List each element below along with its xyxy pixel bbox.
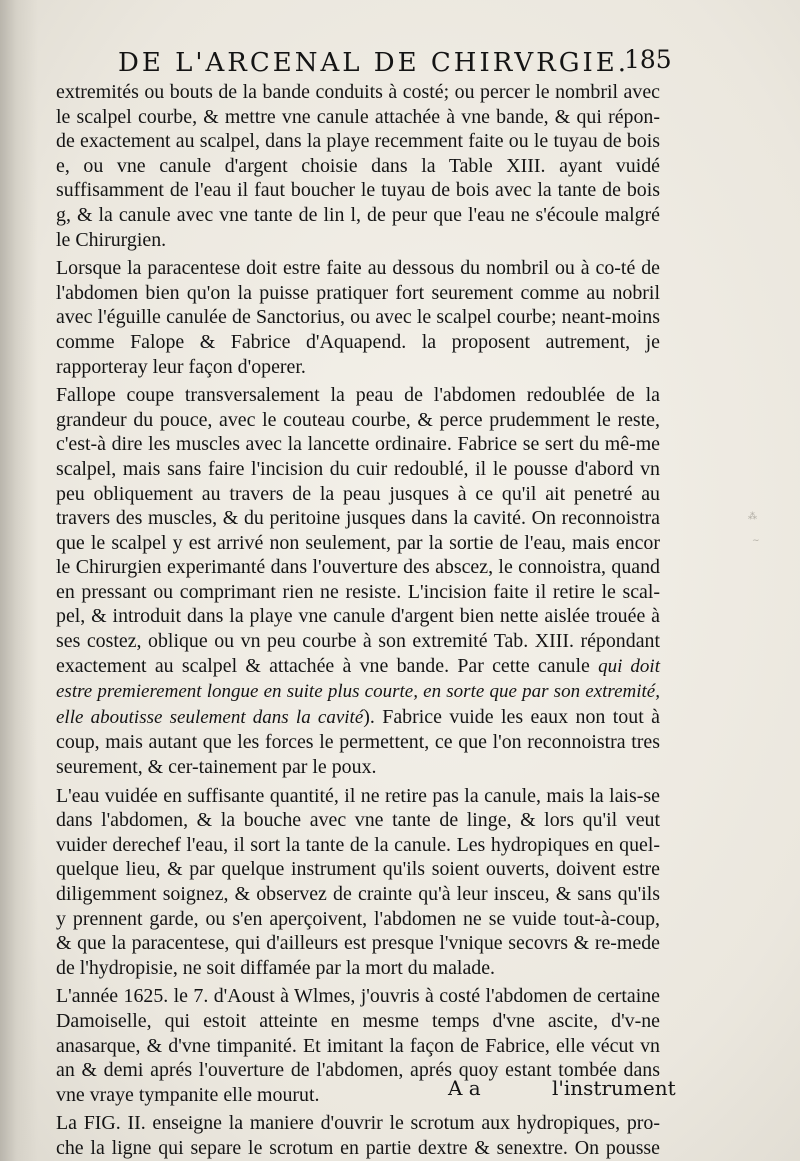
paragraph: L'eau vuidée en suffisante quantité, il ne retire pas la canule, mais la lais-se dans l'abdomen, & la bouche avec vne tante de linge, & lors qu'il veut vuider derechef l'eau, il sort la tante de la canule. Les hydropiques en quel-quelque lieu, & par quelque instrument qu'ils soient ouverts, doivent estre diligemment soignez, & observez de crainte qu'à leur insceu, & sans qu'ils y prennent garde, ou s'en aperçoivent, l'abdomen ne se vuide tout-à-coup, & que la paracentese, qui d'ailleurs est presque l'vnique secovrs & re-mede de l'hydropisie, ne soit diffamée par la mort du malade.	[56, 784, 660, 979]
gutter-shadow	[0, 0, 38, 1161]
bleed-through-mark: ∼	[752, 536, 760, 546]
paragraph-text: ). Fabrice vuide les eaux non tout à coup, mais autant que les forces le permettent, ce que l'on reconnoistra tres seurement, & cer-tainement par le poux.	[56, 705, 660, 779]
bleed-through-mark: ⁂	[748, 512, 757, 522]
body-text	[56, 80, 660, 1161]
signature-mark: A a	[448, 1076, 481, 1100]
paragraph: extremités ou bouts de la bande conduits à costé; ou percer le nombril avec le scalpel courbe, & mettre vne canule attachée à vne bande, & qui répon-de exactement au scalpel, dans la playe recemment faite ou le tuyau de bois e, ou vne canule d'argent choisie dans la Table XIII. ayant vuidé suffisamment de l'eau il faut boucher le tuyau de bois avec la tante de bois g, & la canule avec vne tante de lin l, de peur que l'eau ne s'écoule malgré le Chirurgien.	[56, 81, 660, 251]
page-number: 185	[624, 45, 672, 74]
paragraph: L'année 1625. le 7. d'Aoust à Wlmes, j'ouvris à costé l'abdomen de certaine Damoiselle, qui estoit atteinte en mesme temps d'vne ascite, d'v-ne anasarque, & d'vne timpanité. Et imitant la façon de Fabrice, elle vécut vn an & demi aprés l'ouverture de l'abdomen, aprés quoy estant tombée dans vne vraye tympanite elle mourut.	[56, 985, 660, 1106]
paragraph	[56, 383, 660, 780]
paragraph-text: Fallope coupe transversalement la peau de l'abdomen redoublée de la grandeur du pouce, avec le couteau courbe, & perce prudemment le reste, c'est-à dire les muscles avec la lancette ordinaire. Fabrice se sert du mê-me scalpel, mais sans faire l'incision du cuir redoublé, il le pousse d'abord vn peu obliquement au travers de la peau jusques à ce qu'il ait penetré au travers des muscles, & du peritoine jusques dans la cavité. On reconnoistra que le scalpel y est arrivé non seulement, par la sortie de l'eau, mais encor le Chirurgien experimanté dans l'ouverture des abscez, le connoistra, quand en pressant ou comprimant rien ne resiste. L'incision faite il retire le scal-pel, & introduit dans la playe vne canule d'argent bien nette aislée trouée à ses costez, oblique ou vn peu courbe à son extremité Tab. XIII. répondant exactement au scalpel & attachée à vne bande. Par cette canule	[56, 384, 660, 677]
catchword: l'instrument	[552, 1076, 676, 1100]
paragraph: La FIG. II. enseigne la maniere d'ouvrir le scrotum aux hydropiques, pro-che la ligne qui separe le scrotum en partie dextre & senextre. On pousse	[56, 1112, 660, 1159]
italic-passage: qui doit estre premierement longue en suite plus courte, en sorte que par son extremité, elle aboutisse seulement dans la cavité	[56, 655, 660, 728]
paragraph: Lorsque la paracentese doit estre faite au dessous du nombril ou à co-té de l'abdomen bien qu'on la puisse pratiquer fort seurement comme au nobril avec l'éguille canulée de Sanctorius, ou avec le scalpel courbe; neant-moins comme Falope & Fabrice d'Aquapend. la proposent autrement, je rapporteray leur façon d'operer.	[56, 257, 660, 378]
running-title: DE L'ARCENAL DE CHIRVRGIE.	[118, 48, 629, 78]
